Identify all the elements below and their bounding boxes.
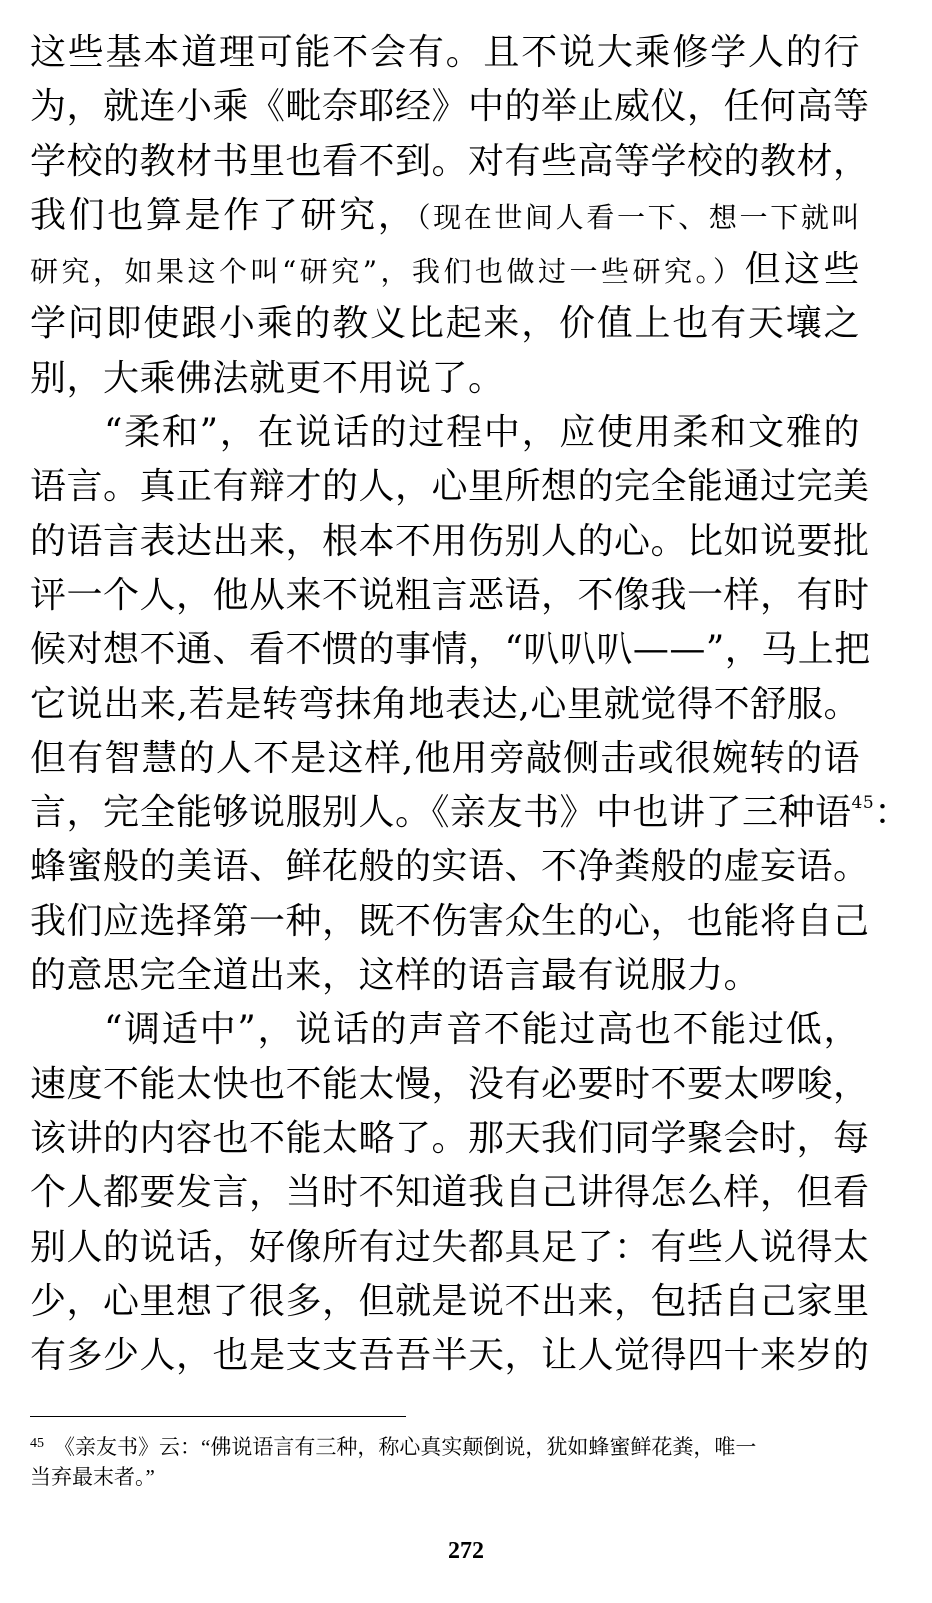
text-line: 的意思完全道出来，这样的语言最有说服力。 [30, 955, 761, 997]
text-tail: ： [874, 792, 911, 834]
footnote-ref: 45 [851, 793, 875, 814]
text-line: 别人的说话，好像所有过失都具足了：有些人说得太 [30, 1226, 870, 1268]
text-main: 但这些 [744, 249, 860, 291]
text-line: 为，就连小乘《毗奈耶经》中的举止威仪，任何高等 [30, 86, 870, 128]
text-line [30, 786, 911, 840]
footnote-number: 45 [30, 1436, 44, 1451]
text-line: 有多少人，也是支支吾吾半天，让人觉得四十来岁的 [30, 1335, 870, 1377]
text-line: 我们应选择第一种，既不伤害众生的心，也能将自己 [30, 900, 870, 942]
footnote-divider [30, 1416, 406, 1417]
text-main: 我们也算是作了研究， [30, 194, 417, 236]
text-line: 别，大乘佛法就更不用说了。 [30, 357, 505, 399]
footnote-line: 当弃最末者。” [30, 1465, 155, 1489]
text-line: 该讲的内容也不能太略了。那天我们同学聚会时，每 [30, 1117, 870, 1159]
text-line: 学问即使跟小乘的教义比起来，价值上也有天壤之 [30, 303, 860, 345]
text-line: 它说出来,若是转弯抹角地表达,心里就觉得不舒服。 [30, 683, 860, 725]
text-line: “调适中”，说话的声音不能过高也不能过低， [104, 1009, 860, 1051]
footnote [30, 1432, 860, 1492]
parenthetical-note: 研究，如果这个叫“研究”，我们也做过一些研究。） [30, 255, 745, 289]
text-line: 这些基本道理可能不会有。且不说大乘修学人的行 [30, 32, 860, 73]
text-line: 评一个人，他从来不说粗言恶语，不像我一样，有时 [30, 574, 870, 616]
text-line: 速度不能太快也不能太慢，没有必要时不要太啰唆， [30, 1063, 870, 1105]
text-line [30, 243, 860, 297]
text-line: 候对想不通、看不惯的事情，“叭叭叭——”，马上把 [30, 629, 871, 671]
text-line: “柔和”，在说话的过程中，应使用柔和文雅的 [104, 412, 860, 454]
page-number: 272 [448, 1538, 484, 1564]
text-line: 蜂蜜般的美语、鲜花般的实语、不净粪般的虚妄语。 [30, 846, 870, 888]
text-line [30, 189, 860, 243]
footnote-line [30, 1432, 860, 1462]
text-line: 学校的教材书里也看不到。对有些高等学校的教材， [30, 140, 870, 182]
text-line: 但有智慧的人不是这样,他用旁敲侧击或很婉转的语 [30, 737, 860, 779]
text-line: 的语言表达出来，根本不用伤别人的心。比如说要批 [30, 520, 870, 562]
text-main: 言，完全能够说服别人。《亲友书》中也讲了三种语 [30, 792, 852, 834]
text-line: 少，心里想了很多，但就是说不出来，包括自己家里 [30, 1280, 870, 1322]
text-line: 个人都要发言，当时不知道我自己讲得怎么样，但看 [30, 1172, 870, 1214]
parenthetical-note: （现在世间人看一下、想一下就叫 [416, 200, 860, 234]
footnote-text: 《亲友书》云：“佛说语言有三种，称心真实颠倒说，犹如蜂蜜鲜花粪，唯一 [54, 1435, 757, 1459]
body-text [30, 26, 911, 1383]
text-line: 语言。真正有辩才的人，心里所想的完全能通过完美 [30, 466, 870, 508]
